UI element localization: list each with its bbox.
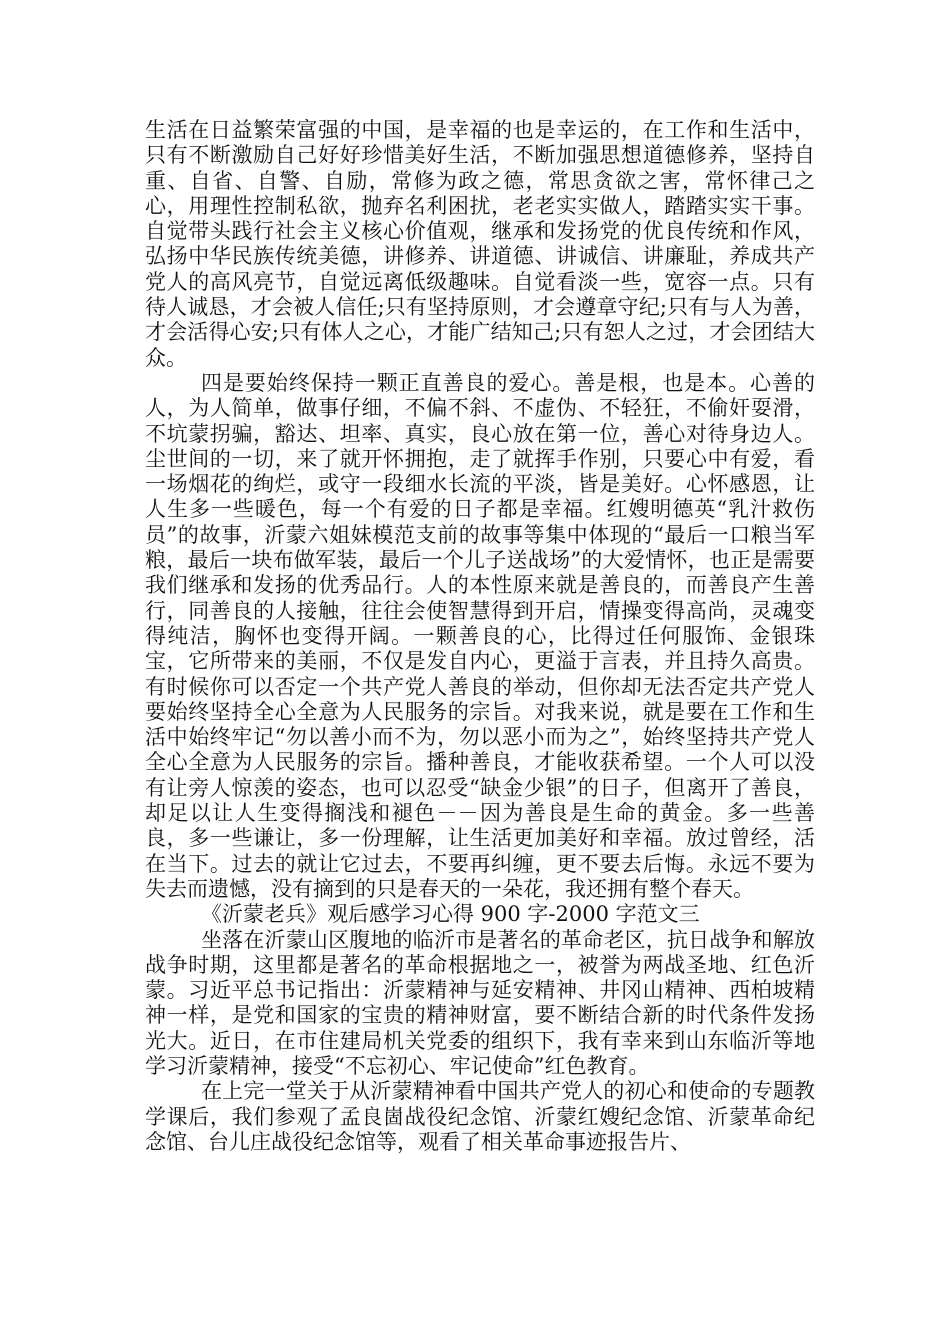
paragraph-1: 生活在日益繁荣富强的中国，是幸福的也是幸运的，在工作和生活中，只有不断激励自己好好珍惜美好生活，不断加强思想道德修养，坚持自重、自省、自警、自励，常修为政之德，常思贪欲之害，常怀律己之心，用理性控制私欲，抛弃名利困扰，老老实实做人，踏踏实实干事。自觉带头践行社会主义核心价值观，继承和发扬党的优良传统和作风，弘扬中华民族传统美德，讲修养、讲道德、讲诚信、讲廉耻，养成共产党人的高风亮节，自觉远离低级趣味。自觉看淡一些，宽容一点。只有待人诚恳，才会被人信任;只有坚持原则，才会遵章守纪;只有与人为善，才会活得心安;只有体人之心，才能广结知己;只有恕人之过，才会团结大众。 bbox=[145, 118, 815, 370]
section-heading: 《沂蒙老兵》观后感学习心得 900 字-2000 字范文三 bbox=[201, 902, 700, 927]
paragraph-3: 坐落在沂蒙山区腹地的临沂市是著名的革命老区，抗日战争和解放战争时期，这里都是著名的革命根据地之一，被誉为两战圣地、红色沂蒙。习近平总书记指出：沂蒙精神与延安精神、井冈山精神、西柏坡精神一样，是党和国家的宝贵的精神财富，要不断结合新的时代条件发扬光大。近日，在市住建局机关党委的组织下，我有幸来到山东临沂等地学习沂蒙精神，接受“不忘初心、牢记使命”红色教育。 bbox=[145, 927, 815, 1078]
document-body bbox=[145, 118, 815, 1155]
paragraph-4: 在上完一堂关于从沂蒙精神看中国共产党人的初心和使命的专题教学课后，我们参观了孟良崮战役纪念馆、沂蒙红嫂纪念馆、沂蒙革命纪念馆、台儿庄战役纪念馆等，观看了相关革命事迹报告片、 bbox=[145, 1079, 815, 1154]
paragraph-2: 四是要始终保持一颗正直善良的爱心。善是根，也是本。心善的人，为人简单，做事仔细，不偏不斜、不虚伪、不轻狂，不偷奸耍滑，不坑蒙拐骗，豁达、坦率、真实，良心放在第一位，善心对待身边人。尘世间的一切，来了就开怀拥抱，走了就挥手作别，只要心中有爱，看一场烟花的绚烂，或守一段细水长流的平淡，皆是美好。心怀感恩，让人生多一些暖色，每一个有爱的日子都是幸福。红嫂明德英“乳汁救伤员”的故事，沂蒙六姐妹模范支前的故事等集中体现的“最后一口粮当军粮，最后一块布做军装，最后一个儿子送战场”的大爱情怀，也正是需要我们继承和发扬的优秀品行。人的本性原来就是善良的，而善良产生善行，同善良的人接触，往往会使智慧得到开启，情操变得高尚，灵魂变得纯洁，胸怀也变得开阔。一颗善良的心，比得过任何服饰、金银珠宝，它所带来的美丽，不仅是发自内心，更溢于言表，并且持久高贵。有时候你可以否定一个共产党人善良的举动，但你却无法否定共产党人要始终坚持全心全意为人民服务的宗旨。对我来说，就是要在工作和生活中始终牢记“勿以善小而不为，勿以恶小而为之”，始终坚持共产党人全心全意为人民服务的宗旨。播种善良，才能收获希望。一个人可以没有让旁人惊羡的姿态，也可以忍受“缺金少银”的日子，但离开了善良，却足以让人生变得搁浅和褪色－－因为善良是生命的黄金。多一些善良，多一些谦让，多一份理解，让生活更加美好和幸福。放过曾经，活在当下。过去的就让它过去，不要再纠缠，更不要去后悔。永远不要为失去而遗憾，没有摘到的只是春天的一朵花，我还拥有整个春天。 bbox=[145, 370, 815, 901]
